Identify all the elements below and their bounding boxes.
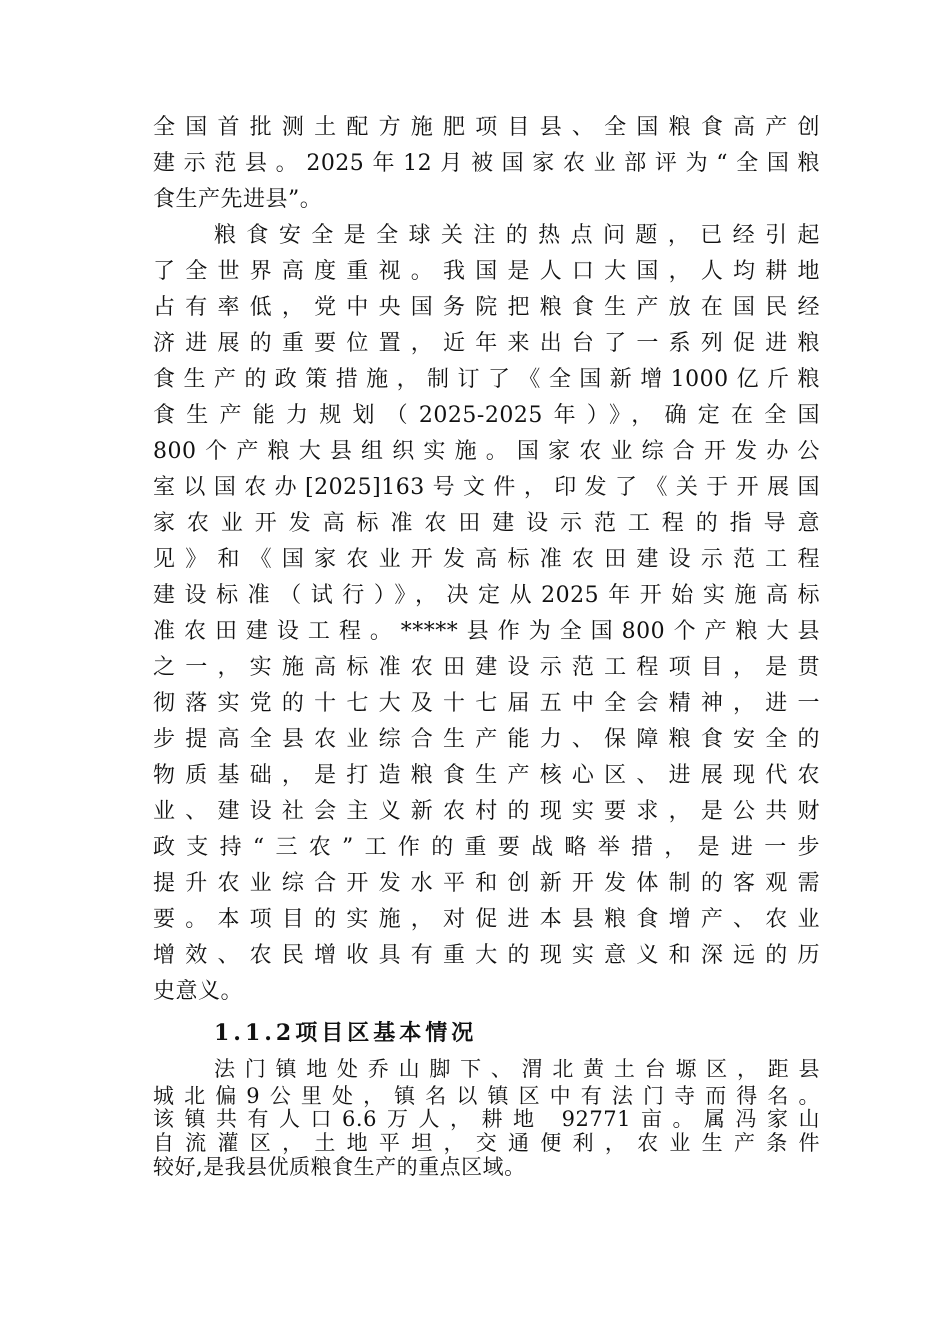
paragraph-line: 自流灌区，土地平坦，交通便利，农业生产条件 — [153, 1131, 820, 1155]
paragraph-line: 提升农业综合开发水平和创新开发体制的客观需 — [153, 871, 820, 896]
paragraph-line: 食生产的政策措施，制订了《全国新增1000亿斤粮 — [153, 367, 820, 392]
paragraph-line: 该镇共有人口6.6万人，耕地 92771亩。属冯家山 — [153, 1107, 820, 1131]
paragraph-line: 之一，实施高标准农田建设示范工程项目，是贯 — [153, 655, 820, 680]
paragraph-line: 步提高全县农业综合生产能力、保障粮食安全的 — [153, 727, 820, 752]
paragraph-line: 了全世界高度重视。我国是人口大国，人均耕地 — [153, 259, 820, 284]
paragraph-line: 全国首批测土配方施肥项目县、全国粮食高产创 — [153, 115, 820, 140]
paragraph-line: 家农业开发高标准农田建设示范工程的指导意 — [153, 511, 820, 536]
paragraph-line: 建设标准（试行）》，决定从2025年开始实施高标 — [153, 583, 820, 608]
paragraph-line: 要。本项目的实施，对促进本县粮食增产、农业 — [153, 907, 820, 932]
paragraph-line: 见》和《国家农业开发高标准农田建设示范工程 — [153, 547, 820, 572]
paragraph-line: 城北偏9公里处，镇名以镇区中有法门寺而得名。 — [153, 1084, 820, 1108]
paragraph-line: 政支持“三农”工作的重要战略举措，是进一步 — [153, 835, 820, 860]
paragraph-line: 法门镇地处乔山脚下、渭北黄土台塬区，距县 — [214, 1057, 820, 1081]
paragraph-line: 彻落实党的十七大及十七届五中全会精神，进一 — [153, 691, 820, 716]
paragraph-line: 物质基础，是打造粮食生产核心区、进展现代农 — [153, 763, 820, 788]
paragraph-line: 史意义。 — [153, 979, 244, 1004]
paragraph-line: 济进展的重要位置，近年来出台了一系列促进粮 — [153, 331, 820, 356]
section-heading: 1.1.2项目区基本情况 — [214, 1020, 478, 1046]
paragraph-line: 粮食安全是全球关注的热点问题，已经引起 — [214, 223, 820, 248]
paragraph-line: 占有率低，党中央国务院把粮食生产放在国民经 — [153, 295, 820, 320]
paragraph-line: 食生产能力规划（2025-2025年）》，确定在全国 — [153, 403, 820, 428]
paragraph-line: 食生产先进县”。 — [153, 187, 323, 212]
paragraph-line: 较好,是我县优质粮食生产的重点区域。 — [153, 1155, 526, 1179]
paragraph-line: 业、建设社会主义新农村的现实要求，是公共财 — [153, 799, 820, 824]
paragraph-line: 建示范县。2025年12月被国家农业部评为“全国粮 — [153, 151, 820, 176]
paragraph-line: 800个产粮大县组织实施。国家农业综合开发办公 — [153, 439, 820, 464]
paragraph-line: 准农田建设工程。*****县作为全国800个产粮大县 — [153, 619, 820, 644]
paragraph-line: 增效、农民增收具有重大的现实意义和深远的历 — [153, 943, 820, 968]
paragraph-line: 室以国农办[2025]163号文件，印发了《关于开展国 — [153, 475, 820, 500]
